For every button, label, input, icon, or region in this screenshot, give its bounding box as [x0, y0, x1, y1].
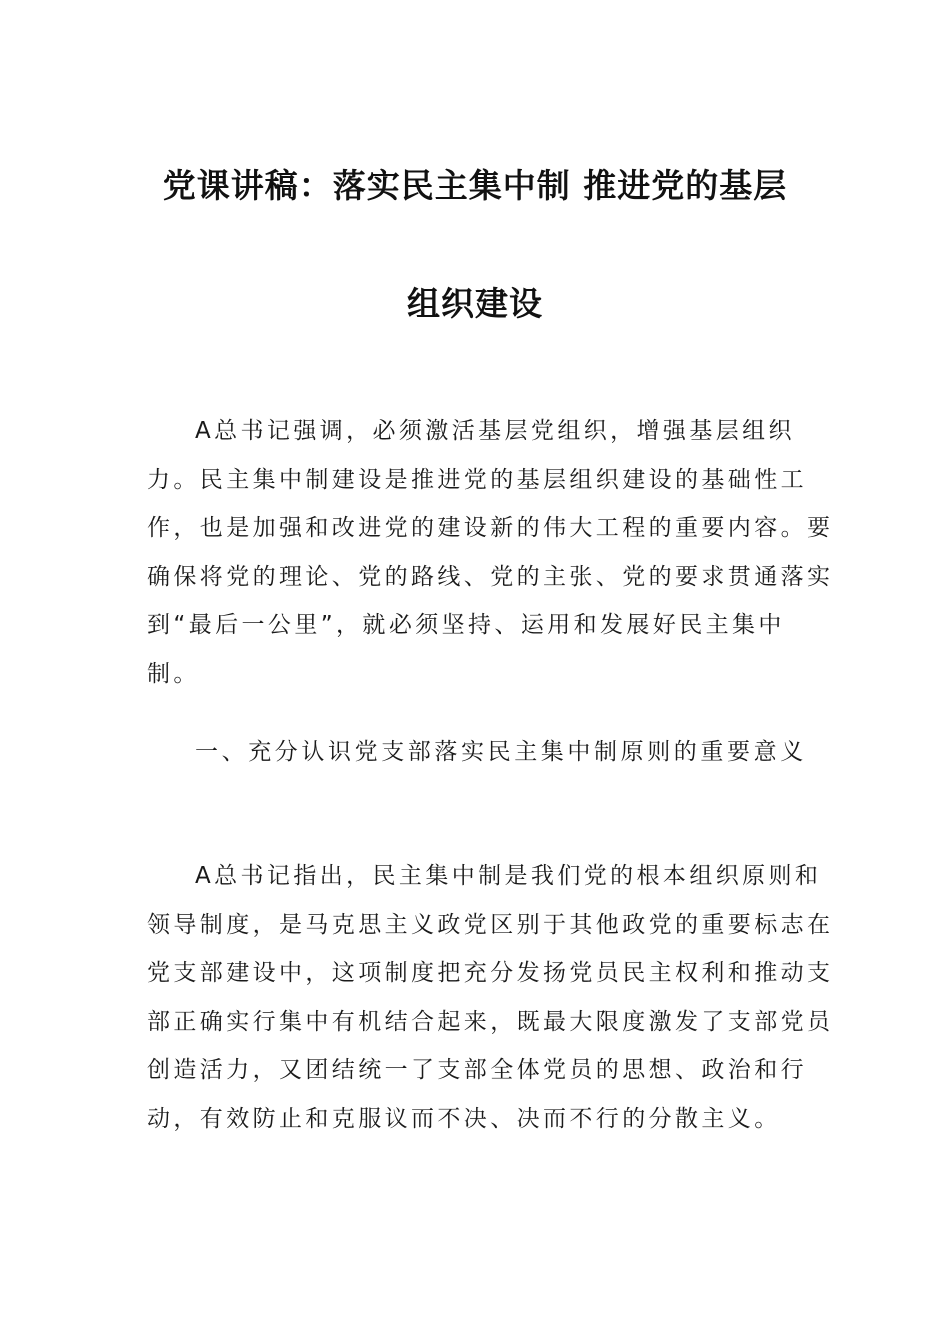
- paragraph-section-1: A总书记指出，民主集中制是我们党的根本组织原则和领导制度，是马克思主义政党区别于其他政党的重要标志在党支部建设中，这项制度把充分发扬党员民主权利和推动支部正确实行集中有机结合起来，既最大限度激发了支部党员创造活力，又团结统一了支部全体党员的思想、政治和行动，有效防止和克服议而不决、决而不行的分散主义。: [147, 863, 834, 1132]
- document-title-line-2: 组织建设: [407, 284, 543, 323]
- paragraph-intro: A总书记强调，必须激活基层党组织，增强基层组织力。民主集中制建设是推进党的基层组织建设的基础性工作，也是加强和改进党的建设新的伟大工程的重要内容。要确保将党的理论、党的路线、党的主张、党的要求贯通落实到“最后一公里”，就必须坚持、运用和发展好民主集中制。: [147, 418, 834, 687]
- document-title-line-1: 党课讲稿：落实民主集中制 推进党的基层: [162, 166, 788, 205]
- section-heading-1: 一、充分认识党支部落实民主集中制原则的重要意义: [195, 739, 807, 765]
